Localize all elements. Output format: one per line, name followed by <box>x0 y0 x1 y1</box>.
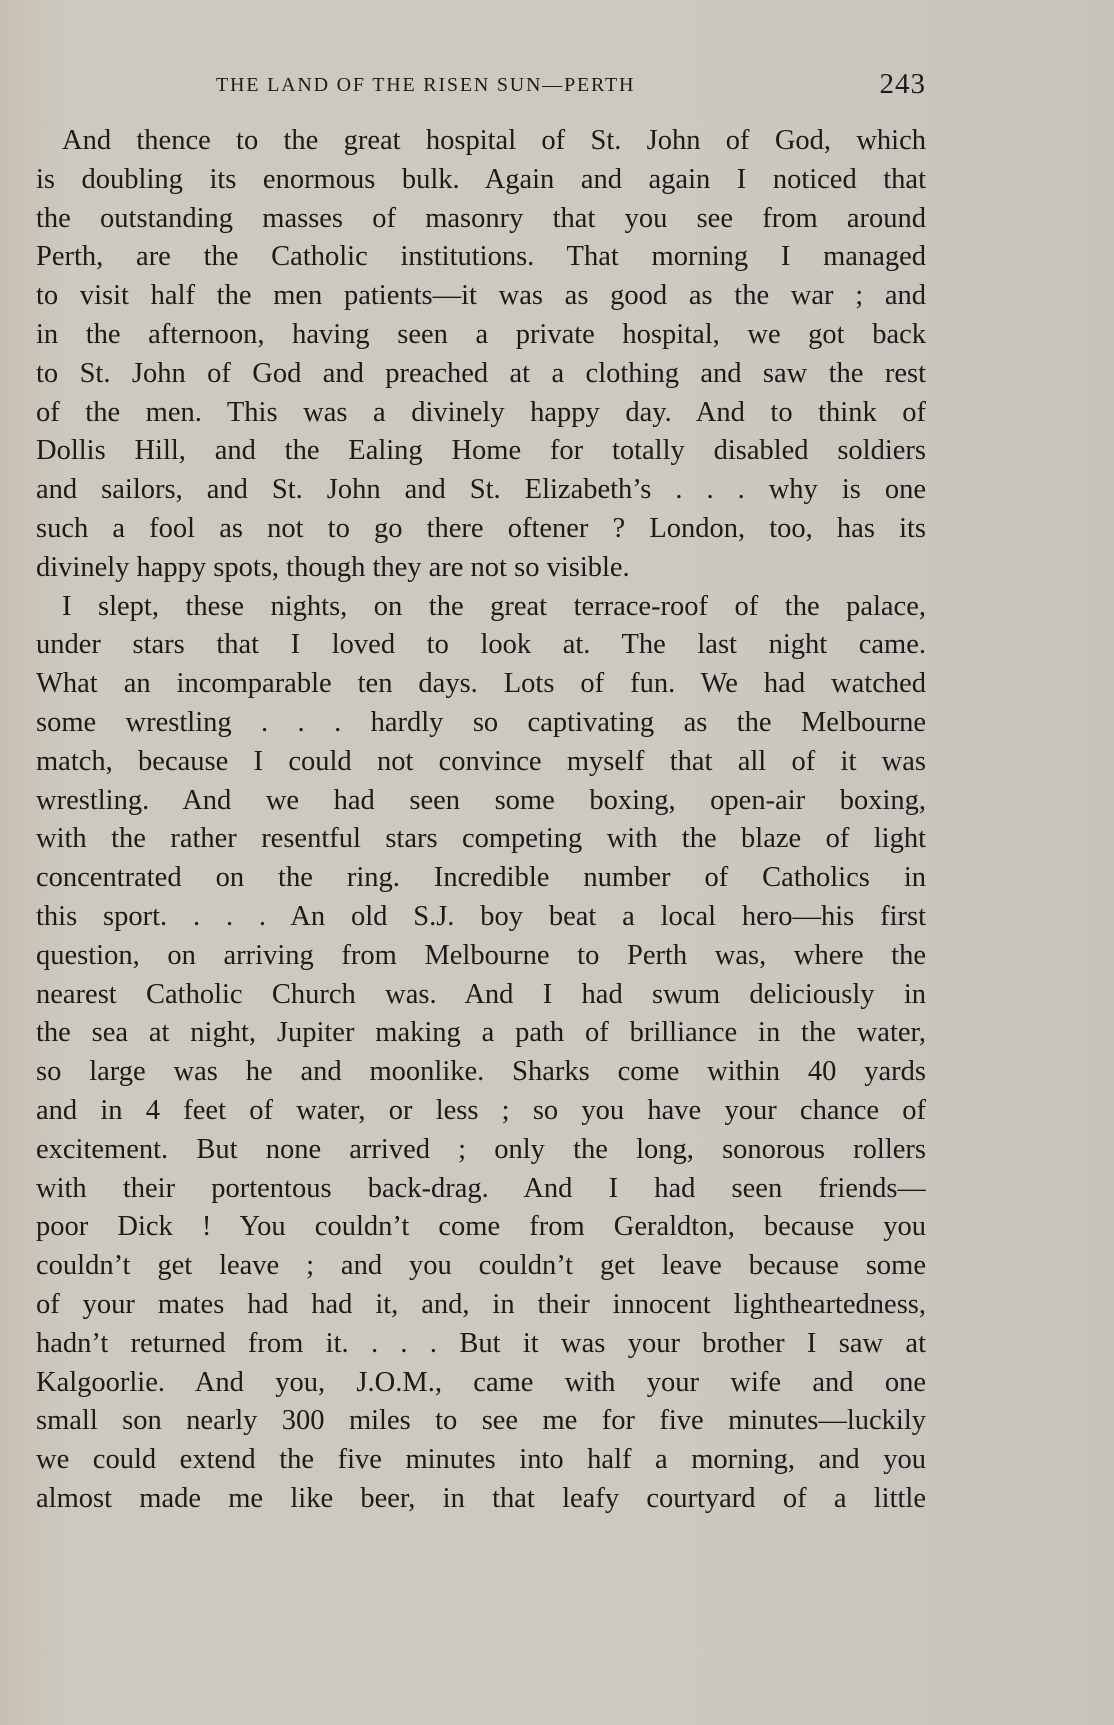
text-line: hadn’t returned from it. . . . But it was your brother I saw at <box>36 1327 926 1359</box>
paragraph-1 <box>36 122 926 588</box>
text-line: we could extend the five minutes into half a morning, and you <box>36 1444 926 1476</box>
text-line: I slept, these nights, on the great terrace-roof of the palace, <box>62 590 926 622</box>
text-line: divinely happy spots, though they are not so visible. <box>36 551 630 583</box>
running-title: THE LAND OF THE RISEN SUN—PERTH <box>216 74 636 96</box>
page-number: 243 <box>879 68 926 100</box>
text-line: And thence to the great hospital of St. John of God, which <box>62 125 926 156</box>
text-line: Kalgoorlie. And you, J.O.M., came with your wife and one <box>36 1366 926 1398</box>
text-line: the outstanding masses of masonry that you see from around <box>36 202 926 234</box>
text-line: to visit half the men patients—it was as good as the war ; and <box>36 280 926 312</box>
body-text <box>36 122 926 1519</box>
text-line: What an incomparable ten days. Lots of fun. We had watched <box>36 668 926 700</box>
text-line: and in 4 feet of water, or less ; so you have your chance of <box>36 1094 926 1126</box>
text-line: to St. John of God and preached at a clothing and saw the rest <box>36 357 926 389</box>
text-line: of your mates had had it, and, in their innocent lightheartedness, <box>36 1288 926 1320</box>
text-line: such a fool as not to go there oftener ? London, too, has its <box>36 512 926 544</box>
text-line: this sport. . . . An old S.J. boy beat a local hero—his first <box>36 900 926 932</box>
text-line: of the men. This was a divinely happy day. And to think of <box>36 396 926 428</box>
text-line: and sailors, and St. John and St. Elizabeth’s . . . why is one <box>36 474 926 506</box>
paragraph-2 <box>36 588 926 1519</box>
text-line: nearest Catholic Church was. And I had swum deliciously in <box>36 978 926 1010</box>
text-line: wrestling. And we had seen some boxing, open-air boxing, <box>36 784 926 816</box>
text-line: in the afternoon, having seen a private hospital, we got back <box>36 318 926 350</box>
text-line: Dollis Hill, and the Ealing Home for totally disabled soldiers <box>36 435 926 467</box>
text-line: couldn’t get leave ; and you couldn’t get leave because some <box>36 1250 926 1282</box>
text-line: with the rather resentful stars competing with the blaze of light <box>36 823 926 855</box>
text-line: under stars that I loved to look at. The last night came. <box>36 629 926 661</box>
text-line: excitement. But none arrived ; only the long, sonorous rollers <box>36 1133 926 1165</box>
text-line: almost made me like beer, in that leafy courtyard of a little <box>36 1482 926 1514</box>
text-line: question, on arriving from Melbourne to Perth was, where the <box>36 939 926 971</box>
text-line: poor Dick ! You couldn’t come from Geraldton, because you <box>36 1211 926 1243</box>
text-line: Perth, are the Catholic institutions. That morning I managed <box>36 241 926 273</box>
text-line: so large was he and moonlike. Sharks come within 40 yards <box>36 1056 926 1088</box>
text-line: concentrated on the ring. Incredible number of Catholics in <box>36 862 926 894</box>
text-line: some wrestling . . . hardly so captivating as the Melbourne <box>36 706 926 738</box>
text-line: is doubling its enormous bulk. Again and again I noticed that <box>36 163 926 195</box>
text-line: with their portentous back-drag. And I had seen friends— <box>36 1172 926 1204</box>
text-line: match, because I could not convince myself that all of it was <box>36 745 926 777</box>
text-line: the sea at night, Jupiter making a path of brilliance in the water, <box>36 1017 926 1049</box>
text-line: small son nearly 300 miles to see me for five minutes—luckily <box>36 1405 926 1437</box>
page-header <box>36 66 926 106</box>
